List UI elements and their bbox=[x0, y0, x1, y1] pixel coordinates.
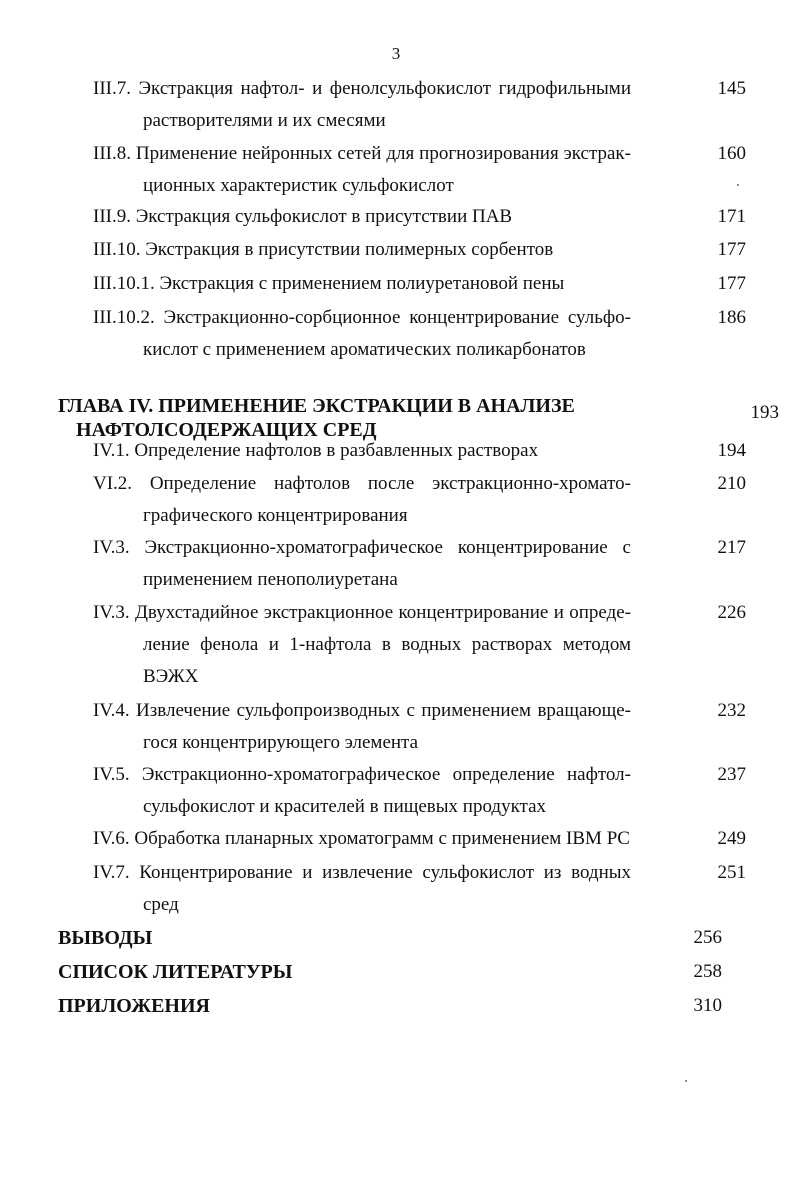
entry-page: 226 bbox=[717, 602, 746, 623]
toc-entry-iv-7 bbox=[93, 857, 746, 921]
entry-title-continuation-2: ВЭЖХ bbox=[143, 666, 199, 687]
entry-title: Экстракционно-хроматографическое определение нафтол- bbox=[141, 764, 631, 785]
toc-entry-iii-10-1 bbox=[93, 268, 746, 300]
entry-page: 186 bbox=[717, 307, 746, 328]
entry-page: 177 bbox=[717, 239, 746, 260]
entry-title-continuation: гося концентрирующего элемента bbox=[143, 732, 419, 753]
entry-page: 171 bbox=[717, 206, 746, 227]
toc-final-appendices bbox=[58, 990, 722, 1022]
entry-title: Экстракционно-сорбционное концентрирование сульфо- bbox=[163, 307, 631, 328]
toc-entry-iii-8 bbox=[93, 138, 746, 202]
entry-page: 145 bbox=[717, 78, 746, 99]
entry-title-continuation: ление фенола и 1-нафтола в водных растворах методом bbox=[143, 634, 631, 655]
toc-entry-iv-5 bbox=[93, 759, 746, 823]
final-section-page: 310 bbox=[693, 995, 722, 1016]
toc-entry-iv-3b bbox=[93, 597, 746, 693]
toc-entry-iii-7 bbox=[93, 73, 746, 137]
entry-title-continuation: применением пенополиуретана bbox=[143, 569, 398, 590]
entry-number: IV.3. bbox=[93, 537, 130, 558]
entry-page: 210 bbox=[717, 473, 746, 494]
entry-title-continuation: сред bbox=[143, 894, 179, 915]
page-number: 3 bbox=[391, 44, 401, 63]
entry-title: Экстракционно-хроматографическое концентрирование с bbox=[144, 537, 631, 558]
chapter-title-line1: ГЛАВА IV. ПРИМЕНЕНИЕ ЭКСТРАКЦИИ В АНАЛИЗЕ bbox=[58, 395, 575, 417]
entry-number: IV.4. bbox=[93, 700, 130, 721]
chapter-title-line2: НАФТОЛСОДЕРЖАЩИХ СРЕД bbox=[76, 419, 377, 441]
entry-page: 177 bbox=[717, 273, 746, 294]
entry-title: Экстракция сульфокислот в присутствии ПАВ bbox=[135, 206, 513, 227]
entry-title: Экстракция нафтол- и фенолсульфокислот гидрофильными bbox=[138, 78, 631, 99]
final-section-page: 258 bbox=[693, 961, 722, 982]
final-section-label: ПРИЛОЖЕНИЯ bbox=[58, 995, 210, 1017]
entry-number: IV.1. bbox=[93, 440, 130, 461]
entry-page: 217 bbox=[717, 537, 746, 558]
toc-final-conclusions bbox=[58, 922, 722, 954]
entry-number: III.10.1. bbox=[93, 273, 155, 294]
entry-page: 249 bbox=[717, 828, 746, 849]
entry-title: Экстракция с применением полиуретановой пены bbox=[159, 273, 565, 294]
toc-entry-iv-4 bbox=[93, 695, 746, 759]
entry-page: 194 bbox=[717, 440, 746, 461]
entry-page: 160 bbox=[717, 143, 746, 164]
toc-final-references bbox=[58, 956, 722, 988]
entry-number: III.10.2. bbox=[93, 307, 155, 328]
scan-speck bbox=[685, 1080, 687, 1082]
entry-number: III.9. bbox=[93, 206, 131, 227]
toc-entry-iv-6 bbox=[93, 823, 746, 855]
entry-title: Определение нафтолов после экстракционно-хромато- bbox=[149, 473, 631, 494]
entry-title: Применение нейронных сетей для прогнозирования экстрак- bbox=[135, 143, 631, 164]
entry-title: Обработка планарных хроматограмм с применением IBM PC bbox=[134, 828, 630, 849]
entry-page: 237 bbox=[717, 764, 746, 785]
entry-number: IV.5. bbox=[93, 764, 130, 785]
final-section-page: 256 bbox=[693, 927, 722, 948]
entry-page: 232 bbox=[717, 700, 746, 721]
final-section-label: ВЫВОДЫ bbox=[58, 927, 153, 949]
entry-title-continuation: графического концентрирования bbox=[143, 505, 408, 526]
toc-entry-iii-10 bbox=[93, 234, 746, 266]
toc-entry-iii-10-2 bbox=[93, 302, 746, 366]
entry-number: VI.2. bbox=[93, 473, 133, 494]
final-section-label: СПИСОК ЛИТЕРАТУРЫ bbox=[58, 961, 293, 983]
entry-number: III.10. bbox=[93, 239, 141, 260]
entry-title-continuation: сульфокислот и красителей в пищевых продуктах bbox=[143, 796, 547, 817]
entry-number: III.8. bbox=[93, 143, 131, 164]
entry-title: Определение нафтолов в разбавленных растворах bbox=[134, 440, 539, 461]
entry-number: IV.7. bbox=[93, 862, 130, 883]
toc-entry-vi-2 bbox=[93, 468, 746, 532]
entry-title-continuation: кислот с применением ароматических поликарбонатов bbox=[143, 339, 586, 360]
entry-title: Извлечение сульфопроизводных с применением вращающе- bbox=[136, 700, 631, 721]
entry-page: 251 bbox=[717, 862, 746, 883]
entry-number: III.7. bbox=[93, 78, 131, 99]
entry-number: IV.6. bbox=[93, 828, 130, 849]
scan-speck bbox=[737, 184, 739, 186]
entry-title: Экстракция в присутствии полимерных сорбентов bbox=[145, 239, 554, 260]
toc-entry-iii-9 bbox=[93, 201, 746, 233]
entry-title-continuation: растворителями и их смесями bbox=[143, 110, 386, 131]
entry-title: Двухстадийное экстракционное концентрирование и опреде- bbox=[134, 602, 631, 623]
chapter-page: 193 bbox=[750, 402, 779, 423]
entry-title: Концентрирование и извлечение сульфокислот из водных bbox=[139, 862, 631, 883]
entry-number: IV.3. bbox=[93, 602, 130, 623]
toc-entry-iv-3a bbox=[93, 532, 746, 596]
entry-title-continuation: ционных характеристик сульфокислот bbox=[143, 175, 454, 196]
toc-entry-iv-1 bbox=[93, 435, 746, 467]
